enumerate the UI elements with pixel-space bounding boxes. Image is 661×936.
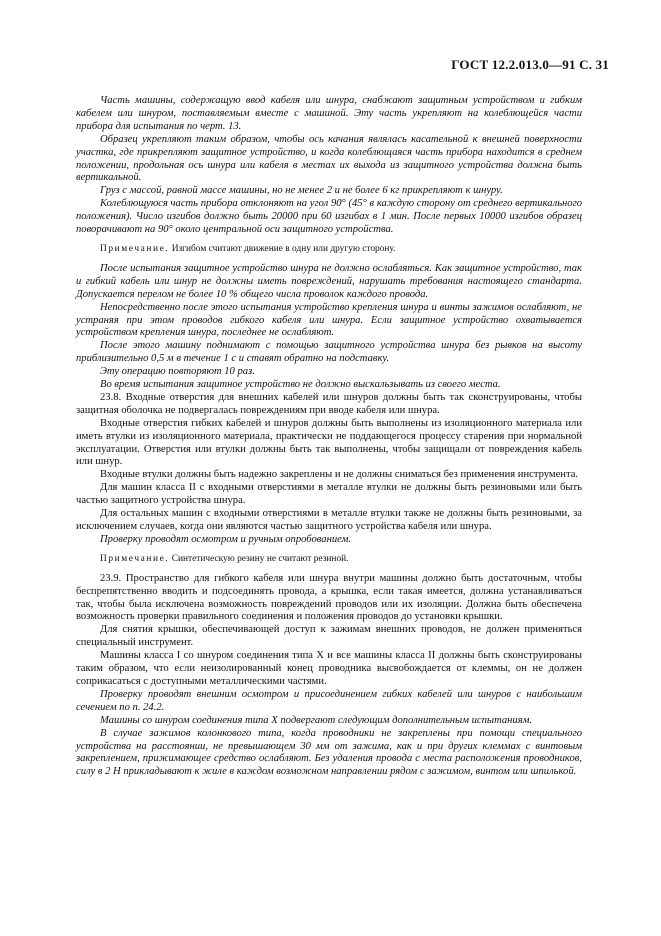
paragraph: Для снятия крышки, обеспечивающей доступ к зажимам внешних проводов, не должен применяться специальный инструмент.: [76, 624, 582, 649]
paragraph: Груз с массой, равной массе машины, но не менее 2 и не более 6 кг прикрепляют к шнуру.: [100, 185, 503, 197]
paragraph: Во время испытания защитное устройство не должно выскальзывать из своего места.: [100, 379, 501, 391]
paragraph: Колеблющуюся часть прибора отклоняют на угол 90° (45° в каждую сторону от среднего вертикального положения). Число изгибов должно быть 20000 при 60 изгибах в 1 мин. После первых 10000 изгибов образец поворачивают на 90° около центральной оси защитного устройства.: [76, 198, 582, 236]
paragraph: Эту операцию повторяют 10 раз.: [100, 366, 255, 378]
paragraph: После этого машину поднимают с помощью защитного устройства шнура без рывков на высоту приблизительно 0,5 м в течение 1 с и ставят обратно на подставку.: [76, 340, 582, 365]
paragraph: Проверку проводят осмотром и ручным опробованием.: [100, 533, 351, 545]
paragraph: Часть машины, содержащую ввод кабеля или шнура, снабжают защитным устройством и гибким кабелем или шнуром, поставляемым вместе с машиной. Эту часть укрепляют на колеблющейся части прибора для испытания по черт. 13.: [76, 95, 582, 132]
note-text: Синтетическую резину не считают резиной.: [171, 553, 349, 564]
document-body: [76, 95, 582, 779]
note-text: Изгибом считают движение в одну или другую сторону.: [171, 243, 396, 254]
paragraph: Машины со шнуром соединения типа X подвергают следующим дополнительным испытаниям.: [100, 714, 533, 726]
note: [76, 243, 582, 256]
paragraph: Для машин класса II с входными отверстиями в металле втулки не должны быть резиновыми или быть частью защитного устройства шнура.: [76, 482, 582, 507]
note-label: Примечание.: [100, 553, 170, 564]
paragraph: Машины класса I со шнуром соединения типа X и все машины класса II должны быть сконструированы таким образом, что если неизолированный конец проводника высвобождается от клеммы, он не должен соприкасаться с доступными металлическими частями.: [76, 650, 582, 687]
paragraph: 23.8. Входные отверстия для внешних кабелей или шнуров должны быть так сконструированы, чтобы защитная оболочка не подвергалась повреждениям при вводе кабеля или шнура.: [76, 391, 582, 416]
note-label: Примечание.: [100, 243, 170, 254]
paragraph: Образец укрепляют таким образом, чтобы ось качания являлась касательной к внешней поверхности участка, где прикрепляют защитное устройство, и когда колеблющаяся часть прибора находится в среднем положении, продольная ось шнура или кабеля в местах их выхода из защитного устройства должна быть вертикальной.: [76, 133, 582, 184]
paragraph: Входные отверстия гибких кабелей и шнуров должны быть выполнены из изоляционного материала или иметь втулки из изоляционного материала, практически не поддающегося процессу старения при нормальной эксплуатации. Отверстия или втулки должны быть так выполнены, чтобы защищали от повреждения кабель или шнур.: [76, 417, 582, 468]
paragraph: Непосредственно после этого испытания устройство крепления шнура и винты зажимов ослабляют, не устраняя при этом проводов гибкого кабеля или шнура. Если защитное устройство охватывается устройством крепления шнура, последнее не ослабляют.: [76, 301, 582, 339]
paragraph: В случае зажимов колонкового типа, когда проводники не закреплены при помощи специального устройства на расстоянии, не превышающем 30 мм от зажима, как и при других клеммах с винтовым закреплением, прижимающее средство ослабляют. Без удаления провода с места расположения проводников, силу в 2 Н прикладывают к жиле в каждом возможном направлении рядом с зажимом, винтом или шпилькой.: [76, 727, 582, 778]
paragraph: Входные втулки должны быть надежно закреплены и не должны сниматься без применения инструмента.: [100, 469, 579, 481]
paragraph: Для остальных машин с входными отверстиями в металле втулки также не должны быть резиновыми, за исключением случаев, когда они являются частью защитного устройства кабеля или шнура.: [76, 508, 582, 532]
paragraph: После испытания защитное устройство шнура не должно ослабляться. Как защитное устройство, так и гибкий кабель или шнур не должны иметь повреждений, нарушать требования настоящего стандарта. Допускается перелом не более 10 % общего числа проволок каждого провода.: [76, 262, 582, 300]
note: [76, 553, 582, 566]
paragraph: Проверку проводят внешним осмотром и присоединением гибких кабелей или шнуров с наибольшим сечением по п. 24.2.: [76, 688, 582, 713]
page-header: ГОСТ 12.2.013.0—91 С. 31: [451, 57, 609, 72]
paragraph: 23.9. Пространство для гибкого кабеля или шнура внутри машины должно быть достаточным, чтобы беспрепятственно вводить и подсоединять провода, а крышка, если такая имеется, должна устанавливаться так, чтобы была исключена возможность повреждений проводов или их изоляции. Должна быть обеспечена возможность проверки правильного соединения и положения проводов до установки крышки.: [76, 572, 582, 623]
